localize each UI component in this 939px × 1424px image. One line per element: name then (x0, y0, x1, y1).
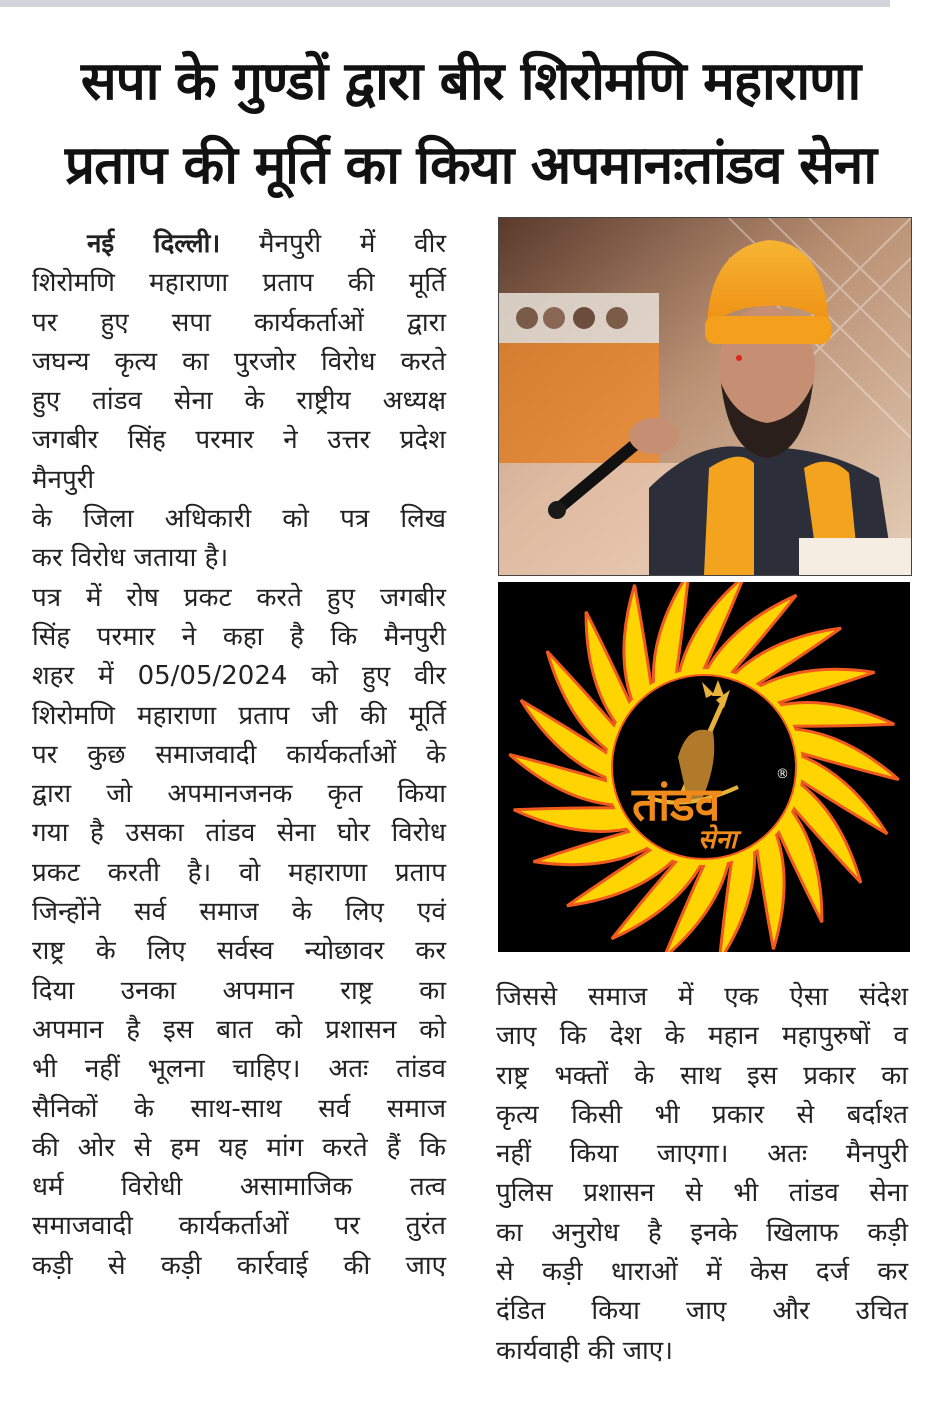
sun-ray (624, 585, 652, 704)
article-line: जघन्य कृत्य का पुरजोर विरोध करते (32, 346, 446, 377)
article-line: के जिला अधिकारी को पत्र लिख (32, 504, 446, 535)
article-line: जगबीर सिंह परमार ने उत्तर प्रदेश (32, 425, 446, 456)
article-line: प्रकट करती है। वो महाराणा प्रताप (32, 857, 446, 888)
article-line: धर्म विरोधी असामाजिक तत्व (32, 1172, 446, 1203)
headline-line-2: प्रताप की मूर्ति का किया अपमानःतांडव सेना (64, 135, 877, 196)
article-line (32, 225, 446, 264)
article-line: शहर में 05/05/2024 को हुए वीर (32, 661, 446, 692)
article-line: पर कुछ समाजवादी कार्यकर्ताओं के (32, 739, 446, 770)
article-line: का अनुरोध है इनके खिलाफ कड़ी (496, 1217, 908, 1248)
article-line: सिंह परमार ने कहा है कि मैनपुरी (32, 621, 446, 652)
article-line: राष्ट्र भक्तों के साथ इस प्रकार का (496, 1060, 908, 1091)
headline (18, 40, 923, 208)
headline-line-1: सपा के गुण्डों द्वारा बीर शिरोमणि महाराणा (80, 51, 861, 112)
dateline: नई दिल्ली। (87, 229, 221, 259)
logo-text-main: तांडव (632, 777, 721, 831)
article-line: शिरोमणि महाराणा प्रताप की मूर्ति (32, 268, 446, 299)
article-line: कृत्य किसी भी प्रकार से बर्दाश्त (496, 1099, 908, 1130)
article-line: नहीं किया जाएगा। अतः मैनपुरी (496, 1139, 908, 1170)
article-line: भी नहीं भूलना चाहिए। अतः तांडव (32, 1054, 446, 1085)
article-line: सैनिकों के साथ-साथ सर्व समाज (32, 1093, 446, 1124)
article-line-text: मैनपुरी में वीर (220, 229, 447, 259)
article-line: हुए तांडव सेना के राष्ट्रीय अध्यक्ष (32, 386, 446, 417)
tandav-sena-logo (498, 582, 910, 952)
article-line: पत्र में रोष प्रकट करते हुए जगबीर (32, 582, 446, 613)
top-border (0, 0, 890, 7)
article-line: दिया उनका अपमान राष्ट्र का (32, 975, 446, 1006)
article-line: शिरोमणि महाराणा प्रताप जी की मूर्ति (32, 700, 446, 731)
article-line: कर विरोध जताया है। (32, 543, 229, 574)
logo-text-sub: सेना (698, 825, 737, 855)
sun-ray (777, 703, 895, 727)
article-line: जाए कि देश के महान महापुरुषों व (496, 1021, 908, 1052)
article-line: जिन्होंने सर्व समाज के लिए एवं (32, 897, 446, 928)
article-line: कड़ी से कड़ी कार्रवाई की जाए (32, 1250, 446, 1281)
article-line: गया है उसका तांडव सेना घोर विरोध (32, 818, 446, 849)
article-right-column (496, 978, 908, 1371)
sun-ray (756, 830, 784, 949)
sun-logo-graphic (498, 582, 910, 952)
article-line: दंडित किया जाए और उचित (496, 1296, 908, 1327)
article-line: पर हुए सपा कार्यकर्ताओं द्वारा (32, 307, 446, 338)
article-line: मैनपुरी (32, 464, 95, 495)
article-line: कार्यवाही की जाए। (496, 1335, 674, 1366)
sun-ray (514, 808, 632, 832)
speaker-photo (498, 217, 912, 576)
registered-mark: ® (776, 767, 789, 782)
article-line: समाजवादी कार्यकर्ताओं पर तुरंत (32, 1211, 446, 1242)
speaker-photo-illustration (499, 218, 911, 575)
article-line: की ओर से हम यह मांग करते हैं कि (32, 1132, 446, 1163)
article-line: जिससे समाज में एक ऐसा संदेश (496, 982, 908, 1012)
article-line: पुलिस प्रशासन से भी तांडव सेना (496, 1178, 908, 1209)
article-line: राष्ट्र के लिए सर्वस्व न्योछावर कर (32, 936, 446, 967)
article-line: द्वारा जो अपमानजनक कृत किया (32, 779, 446, 810)
article-left-column (32, 225, 446, 1286)
article-line: अपमान है इस बात को प्रशासन को (32, 1014, 446, 1045)
article-line: से कड़ी धाराओं में केस दर्ज कर (496, 1257, 908, 1288)
